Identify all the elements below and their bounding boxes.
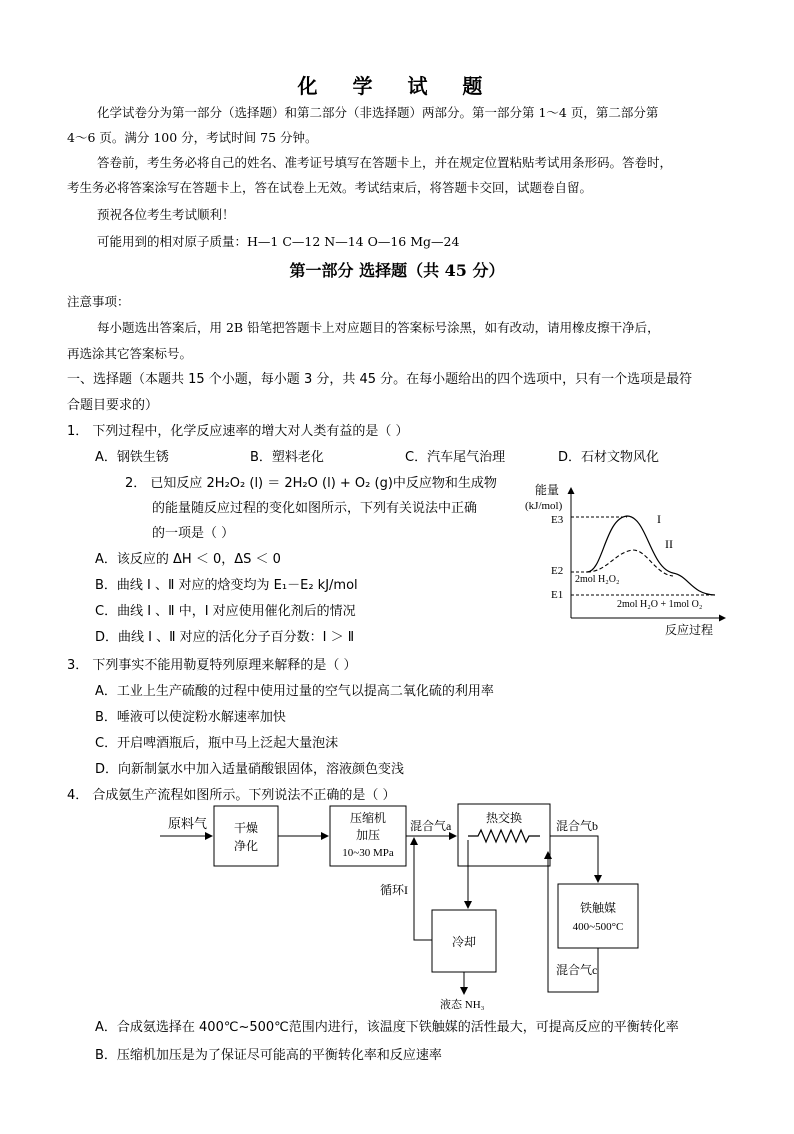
mix-c-label: 混合气c [556,963,598,977]
question-3-option-a: A．工业上生产硫酸的过程中使用过量的空气以提高二氧化硫的利用率 [95,684,494,699]
temperature-label: 400~500°C [572,921,624,933]
question-2-stem: 2． 已知反应 2H₂O₂ (l) ＝ 2H₂O (l) + O₂ (g)中反应物和生成物 [125,476,497,491]
notes-line: 再选涂其它答案标号。 [67,346,193,361]
question-4-option-b: B．压缩机加压是为了保证尽可能高的平衡转化率和反应速率 [95,1048,442,1063]
question-2-option-b: B．曲线 Ⅰ 、Ⅱ 对应的焓变均为 E₁－E₂ kJ/mol [95,578,358,593]
question-1-stem: 1． 下列过程中，化学反应速率的增大对人类有益的是（ ） [67,424,409,439]
section-title: 第一部分 选择题（共 45 分） [289,261,505,280]
reactant-label: 2mol H₂O₂ [575,574,620,585]
dry-label: 干燥 [233,821,259,835]
e1-label: E1 [551,589,564,601]
y-axis-unit: (kJ/mol) [525,500,563,512]
arrow [550,836,598,882]
atomic-masses: 可能用到的相对原子质量：H—1 C—12 N—14 O—16 Mg—24 [97,234,460,249]
question-2-stem: 的能量随反应过程的变化如图所示，下列有关说法中正确 [152,501,478,516]
question-4-option-a: A．合成氨选择在 400℃~500℃范围内进行，该温度下铁触媒的活性最大，可提高反应的平衡转化率 [95,1020,679,1035]
curve-ii-label: II [665,537,673,551]
part-instructions: 合题目要求的） [67,398,159,413]
purify-label: 净化 [233,839,259,853]
intro-line: 4～6 页。满分 100 分，考试时间 75 分钟。 [67,130,318,145]
part-instructions: 一、选择题（本题共 15 个小题，每小题 3 分，共 45 分。在每小题给出的四个选项中，只有一个选项是最符 [67,372,693,387]
intro-line: 考生务必将答案涂写在答题卡上，答在试卷上无效。考试结束后，将答题卡交回，试题卷自留。 [67,180,593,195]
question-2-option-c: C．曲线 Ⅰ 、Ⅱ 中，Ⅰ 对应使用催化剂后的情况 [95,604,356,619]
question-1-option-d: D．石材文物风化 [558,450,660,465]
intro-line: 预祝各位考生考试顺利！ [97,207,235,222]
e3-label: E3 [551,514,564,526]
ammonia-flow-diagram [150,800,670,1012]
heat-exchange-label: 热交换 [485,811,523,825]
intro-line: 答卷前，考生务必将自己的姓名、准考证号填写在答题卡上，并在规定位置粘贴考试用条形码。答卷时， [97,155,673,170]
cool-label: 冷却 [451,935,477,949]
liquid-nh3-label: 液态 NH₃ [440,999,485,1011]
question-1-option-a: A．钢铁生锈 [95,450,169,465]
mix-b-label: 混合气b [556,819,599,833]
question-1-option-c: C．汽车尾气治理 [405,450,506,465]
question-2-option-a: A．该反应的 ΔH ＜ 0，ΔS ＜ 0 [95,552,281,567]
dry-purify-box [214,806,278,866]
notes-line: 每小题选出答案后，用 2B 铅笔把答题卡上对应题目的答案标号涂黑，如有改动，请用橡皮擦干净后， [97,320,660,335]
recycle-label: 循环I [380,883,408,897]
pressurize-label: 加压 [355,828,381,842]
mix-a-label: 混合气a [410,819,452,833]
catalyst-box [558,884,638,948]
question-2-option-d: D．曲线 Ⅰ 、Ⅱ 对应的活化分子百分数：Ⅰ ＞ Ⅱ [95,630,355,645]
question-3-stem: 3． 下列事实不能用勒夏特列原理来解释的是（ ） [67,658,357,673]
question-3-option-d: D．向新制氯水中加入适量硝酸银固体，溶液颜色变浅 [95,762,405,777]
raw-gas-label: 原料气 [168,816,208,831]
question-4-stem: 4． 合成氨生产流程如图所示。下列说法不正确的是（ ） [67,788,396,803]
catalyst-label: 铁触媒 [579,901,617,915]
question-2-stem: 的一项是（ ） [152,526,235,541]
x-axis-label: 反应过程 [665,623,714,637]
intro-line: 化学试卷分为第一部分（选择题）和第二部分（非选择题）两部分。第一部分第 1～4 页，第二部分第 [97,105,659,120]
energy-diagram [515,478,730,640]
arrow [414,838,432,940]
product-label: 2mol H₂O + 1mol O₂ [617,599,703,610]
question-1-option-b: B．塑料老化 [250,450,324,465]
page-title: 化 学 试 题 [297,74,497,98]
compressor-label: 压缩机 [349,811,387,825]
y-axis-label: 能量 [535,483,560,497]
pressure-label: 10~30 MPa [342,847,394,859]
notes-heading: 注意事项： [67,294,130,309]
e2-label: E2 [551,565,564,577]
question-3-option-c: C．开启啤酒瓶后，瓶中马上泛起大量泡沫 [95,736,339,751]
question-3-option-b: B．唾液可以使淀粉水解速率加快 [95,710,286,725]
heat-coil [468,830,540,842]
curve-i-label: I [657,512,661,526]
